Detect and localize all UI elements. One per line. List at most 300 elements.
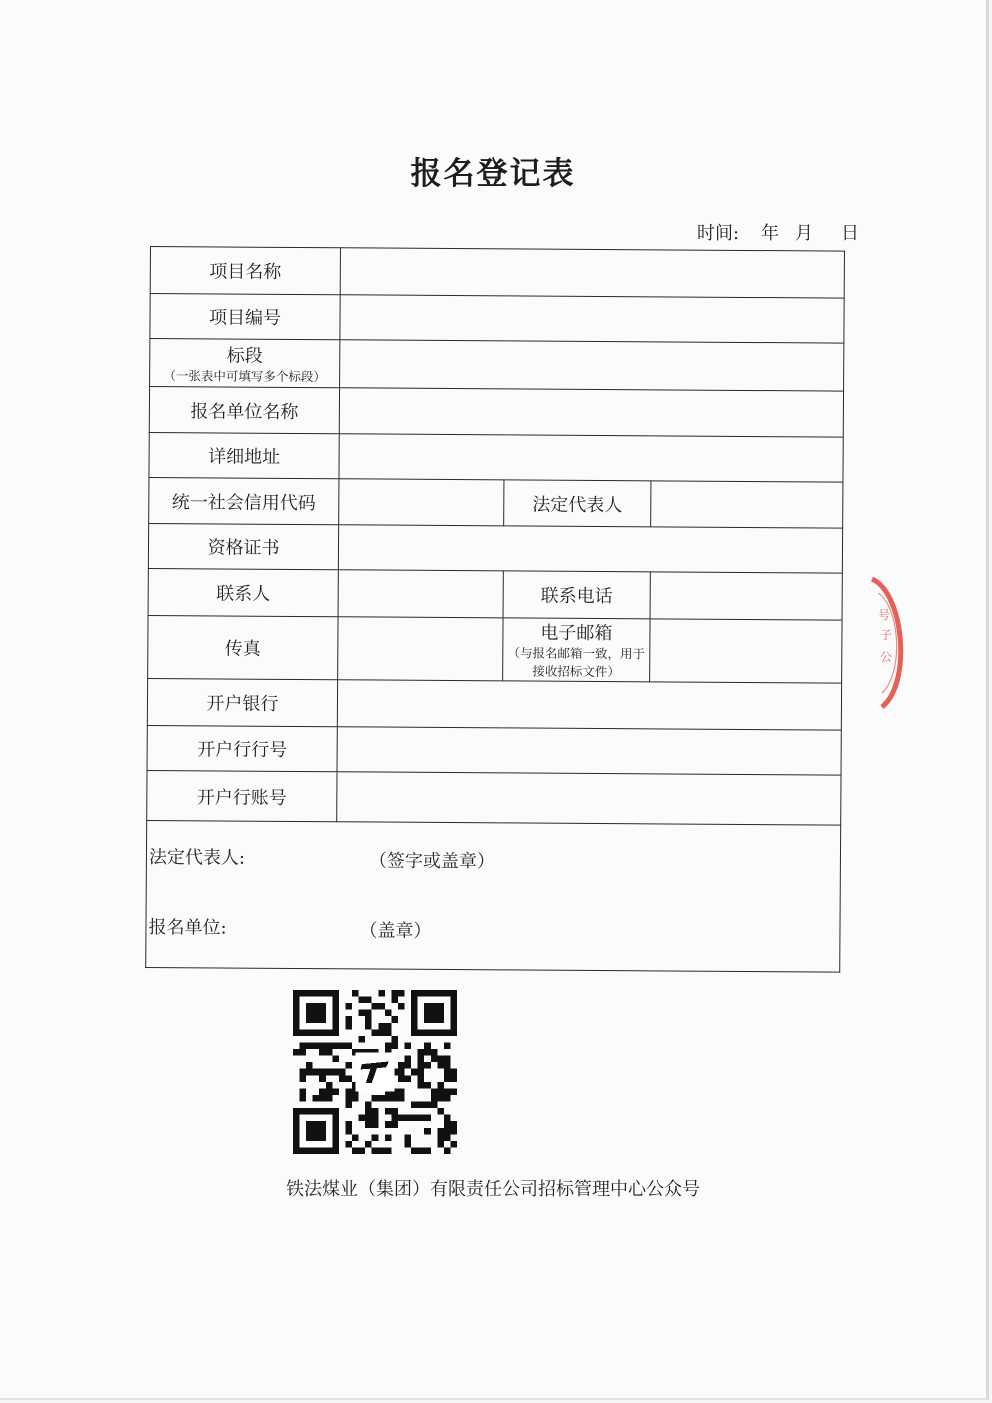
qr-module (411, 1069, 418, 1076)
qr-module (405, 1115, 412, 1122)
credit-code-field[interactable] (339, 479, 504, 526)
qr-module (345, 1088, 352, 1095)
qr-module (444, 1088, 451, 1095)
qr-module (391, 1042, 398, 1049)
qr-module (385, 1023, 392, 1030)
qr-module (418, 1049, 425, 1056)
qr-module (437, 1128, 444, 1135)
qr-module (450, 1088, 457, 1095)
qr-module (365, 1121, 372, 1128)
qr-module (332, 1141, 339, 1148)
qr-module (332, 1088, 339, 1095)
qr-module (444, 1095, 451, 1102)
email-label-cell (503, 618, 650, 682)
qr-module (365, 1102, 372, 1109)
applicant-name-label: 报名单位名称 (149, 387, 339, 434)
qr-module (450, 1023, 457, 1030)
qr-module (411, 1016, 418, 1023)
qr-module (300, 1075, 307, 1082)
qr-module (326, 1069, 333, 1076)
qr-module (411, 1147, 418, 1154)
qr-module (332, 1042, 339, 1049)
project-number-field[interactable] (340, 295, 844, 343)
qr-module (359, 1147, 366, 1154)
legal-rep-label: 法定代表人 (504, 480, 651, 527)
qr-module (398, 1003, 405, 1010)
qr-module (293, 997, 300, 1004)
date-label: 时间: (697, 223, 740, 244)
qr-module (339, 1069, 346, 1076)
qr-module (313, 990, 320, 997)
phone-label: 联系电话 (503, 571, 650, 619)
qr-module (332, 1029, 339, 1036)
qr-module (332, 1069, 339, 1076)
phone-field[interactable] (650, 572, 842, 620)
qr-module (431, 1049, 438, 1056)
qr-module (326, 1088, 333, 1095)
svg-text:号: 号 (878, 608, 891, 622)
qr-module (444, 1042, 451, 1049)
qr-module (431, 1095, 438, 1102)
table-row (148, 568, 842, 620)
qr-module (345, 1042, 352, 1049)
qr-module (300, 1042, 307, 1049)
qr-module (372, 1003, 379, 1010)
qr-module (411, 1023, 418, 1030)
qr-module (313, 1016, 320, 1023)
section-field[interactable] (340, 340, 844, 391)
qr-module (418, 1069, 425, 1076)
qr-module (391, 1036, 398, 1043)
qr-module (450, 1128, 457, 1135)
qr-module (326, 1108, 333, 1115)
qr-module (424, 990, 431, 997)
qr-module (293, 1010, 300, 1017)
contact-field[interactable] (338, 570, 503, 618)
qr-module (345, 1141, 352, 1148)
qr-module (424, 1115, 431, 1122)
qr-module (359, 1036, 366, 1043)
table-row (147, 678, 841, 730)
qr-module (450, 1075, 457, 1082)
qr-module (345, 1023, 352, 1030)
qr-module (372, 1108, 379, 1115)
qr-module (431, 1029, 438, 1036)
qr-module (300, 990, 307, 997)
qr-module (391, 1108, 398, 1115)
signature-row (146, 820, 841, 972)
qr-module (437, 1056, 444, 1063)
qr-module (431, 1010, 438, 1017)
qr-module (444, 1069, 451, 1076)
qr-module (332, 1115, 339, 1122)
qr-module (332, 1121, 339, 1128)
qr-module (326, 1095, 333, 1102)
qr-module (385, 1134, 392, 1141)
qr-module (365, 997, 372, 1004)
qr-module (444, 1075, 451, 1082)
qr-module (444, 1029, 451, 1036)
qr-module (326, 1042, 333, 1049)
qr-module (332, 1056, 339, 1063)
qualification-field[interactable] (338, 525, 842, 573)
qr-module (437, 1134, 444, 1141)
qr-module (411, 1102, 418, 1109)
qr-module (352, 1095, 359, 1102)
qr-module (306, 1010, 313, 1017)
qr-module (450, 1029, 457, 1036)
qr-module (405, 1056, 412, 1063)
qr-module (319, 1003, 326, 1010)
qr-module (398, 1075, 405, 1082)
qr-module (437, 990, 444, 997)
qr-module (372, 1134, 379, 1141)
qr-module (391, 1095, 398, 1102)
qr-module (424, 1049, 431, 1056)
section-note: （一张表中可填写多个标段） (163, 368, 326, 385)
qr-module (391, 1121, 398, 1128)
qr-module (405, 1062, 412, 1069)
qr-module (332, 990, 339, 997)
qr-module (437, 1088, 444, 1095)
qr-module (313, 1029, 320, 1036)
qr-module (293, 1115, 300, 1122)
qr-module (319, 1029, 326, 1036)
qr-module (418, 1029, 425, 1036)
qr-module (293, 1049, 300, 1056)
svg-text:公: 公 (880, 650, 893, 664)
qr-module (345, 1003, 352, 1010)
qr-module (398, 1062, 405, 1069)
fax-field[interactable] (338, 617, 503, 681)
qr-module (431, 1102, 438, 1109)
qr-module (372, 1029, 379, 1036)
qr-module (319, 1010, 326, 1017)
qr-module (293, 1003, 300, 1010)
qr-module (332, 1016, 339, 1023)
qr-module (444, 1134, 451, 1141)
qr-module (385, 1029, 392, 1036)
qr-module (444, 990, 451, 997)
bank-field[interactable] (337, 680, 841, 730)
qr-module (450, 1141, 457, 1148)
unit-sign-hint: （盖章） (359, 920, 432, 942)
email-note: （与报名邮箱一致，用于接收招标文件） (507, 645, 646, 680)
qr-module (431, 1003, 438, 1010)
qr-module (431, 1088, 438, 1095)
qr-module (319, 1069, 326, 1076)
table-row (150, 339, 844, 392)
qr-module (332, 1023, 339, 1030)
qr-module (313, 1128, 320, 1135)
qr-module (398, 1095, 405, 1102)
qr-module (306, 1042, 313, 1049)
qr-module (339, 1042, 346, 1049)
qr-module (411, 990, 418, 997)
qr-module (300, 1029, 307, 1036)
qr-module (418, 1075, 425, 1082)
qr-module (313, 1095, 320, 1102)
qr-module (306, 1029, 313, 1036)
qr-module (450, 997, 457, 1004)
qr-module (293, 1147, 300, 1154)
qr-module (411, 1003, 418, 1010)
qr-module (319, 1147, 326, 1154)
qr-module (332, 1003, 339, 1010)
qr-module (450, 1010, 457, 1017)
qr-module (306, 1134, 313, 1141)
svg-text:子: 子 (880, 628, 893, 642)
qr-module (345, 1102, 352, 1109)
qr-module (319, 1088, 326, 1095)
qr-module (372, 1147, 379, 1154)
qr-module (391, 1016, 398, 1023)
bank-code-field[interactable] (337, 727, 841, 775)
qr-module (424, 1128, 431, 1135)
fax-label: 传真 (148, 615, 338, 679)
qr-module (345, 1121, 352, 1128)
qr-module (345, 1128, 352, 1135)
qr-module (332, 1108, 339, 1115)
qr-module (424, 1102, 431, 1109)
qr-module (365, 1010, 372, 1017)
qr-module (306, 1147, 313, 1154)
qr-module (313, 1003, 320, 1010)
qr-module (431, 1016, 438, 1023)
qr-module (424, 1042, 431, 1049)
table-row (150, 294, 844, 344)
qr-module (444, 1056, 451, 1063)
qr-module (306, 1121, 313, 1128)
qr-module (398, 1088, 405, 1095)
qr-module (352, 990, 359, 997)
qr-module (365, 1108, 372, 1115)
qr-caption: 铁法煤业（集团）有限责任公司招标管理中心公众号 (286, 1179, 700, 1200)
legal-rep-sign-label: 法定代表人: (148, 847, 246, 869)
table-row (148, 615, 842, 683)
qr-module (293, 990, 300, 997)
qr-module (418, 1102, 425, 1109)
qr-module (378, 1147, 385, 1154)
qr-module (300, 1147, 307, 1154)
qr-module (306, 1062, 313, 1069)
qr-module (326, 1029, 333, 1036)
qr-module (313, 1042, 320, 1049)
qr-module (424, 1010, 431, 1017)
legal-rep-field[interactable] (651, 481, 843, 528)
qr-module (385, 1042, 392, 1049)
qr-module (300, 1049, 307, 1056)
applicant-name-field[interactable] (339, 388, 843, 437)
qr-module (313, 1108, 320, 1115)
qr-module (450, 1069, 457, 1076)
qr-module (313, 1010, 320, 1017)
table-row (149, 387, 843, 438)
qr-module (405, 1042, 412, 1049)
qr-module (437, 1082, 444, 1089)
legal-rep-sign-hint: （签字或盖章） (368, 850, 495, 873)
qr-module (385, 1121, 392, 1128)
qr-module (411, 997, 418, 1004)
qr-module (352, 1147, 359, 1154)
qr-module (339, 1075, 346, 1082)
qr-module (319, 1128, 326, 1135)
qr-module (424, 1147, 431, 1154)
qr-module (319, 990, 326, 997)
qr-module (332, 1134, 339, 1141)
qr-module (319, 1095, 326, 1102)
qr-module (306, 1069, 313, 1076)
qr-module (332, 1128, 339, 1135)
qr-module (313, 1069, 320, 1076)
qr-module (378, 1029, 385, 1036)
qr-module (319, 1016, 326, 1023)
qr-module (398, 1115, 405, 1122)
date-row (697, 219, 859, 245)
qr-module (424, 1082, 431, 1089)
qr-module (300, 1069, 307, 1076)
qr-module (345, 1095, 352, 1102)
table-row (150, 247, 844, 299)
qr-module (437, 1010, 444, 1017)
qr-module (306, 1128, 313, 1135)
qr-module (359, 997, 366, 1004)
qr-module (444, 1121, 451, 1128)
qr-module (437, 1016, 444, 1023)
bank-code-label: 开户行行号 (147, 725, 337, 771)
qr-module (418, 990, 425, 997)
qr-module (444, 1115, 451, 1122)
address-field[interactable] (339, 434, 843, 482)
qr-module (398, 1069, 405, 1076)
qr-module (444, 1062, 451, 1069)
qr-module (359, 1115, 366, 1122)
qr-module (398, 990, 405, 997)
qr-module (332, 997, 339, 1004)
qr-module (424, 1003, 431, 1010)
qr-module (345, 1016, 352, 1023)
qr-module (418, 1147, 425, 1154)
qr-module (300, 1095, 307, 1102)
qr-module (444, 1128, 451, 1135)
qr-module (378, 1095, 385, 1102)
qr-module (365, 1023, 372, 1030)
qr-module (293, 1023, 300, 1030)
project-name-label: 项目名称 (150, 247, 340, 295)
qr-module (378, 1003, 385, 1010)
qr-module (332, 1147, 339, 1154)
date-year: 年 (761, 223, 779, 244)
bank-account-field[interactable] (337, 772, 841, 825)
qr-module (385, 1010, 392, 1017)
qr-module (313, 1147, 320, 1154)
registration-form (145, 246, 848, 973)
project-name-field[interactable] (340, 248, 844, 298)
bank-label: 开户银行 (147, 678, 337, 726)
qr-module (411, 1010, 418, 1017)
table-row (148, 523, 842, 573)
address-label: 详细地址 (149, 432, 339, 478)
qr-module (372, 1121, 379, 1128)
contact-label: 联系人 (148, 568, 338, 616)
qr-module (450, 1121, 457, 1128)
qr-module (313, 1134, 320, 1141)
qr-module (319, 1108, 326, 1115)
qr-module (437, 1141, 444, 1148)
qr-module (418, 1115, 425, 1122)
qr-module (372, 1095, 379, 1102)
qr-module (300, 1108, 307, 1115)
qr-module (293, 1134, 300, 1141)
signature-area[interactable] (146, 820, 841, 972)
qr-module (411, 1115, 418, 1122)
qr-module (378, 990, 385, 997)
qr-module (424, 1062, 431, 1069)
qr-module (431, 990, 438, 997)
qr-module (319, 1121, 326, 1128)
qr-module (437, 1095, 444, 1102)
qr-module (300, 1088, 307, 1095)
qr-module (306, 990, 313, 997)
qr-module (418, 1082, 425, 1089)
section-label: 标段 (226, 345, 263, 367)
qr-module (372, 1115, 379, 1122)
qr-module (437, 1029, 444, 1036)
qr-module (450, 990, 457, 997)
email-field[interactable] (650, 619, 842, 683)
qr-module (293, 1029, 300, 1036)
qr-module (385, 1147, 392, 1154)
bank-account-label: 开户行账号 (147, 770, 337, 821)
qr-module (319, 1049, 326, 1056)
qr-module (293, 1128, 300, 1135)
qr-module (391, 1115, 398, 1122)
qr-module (418, 1056, 425, 1063)
qr-module (326, 1147, 333, 1154)
qr-module (326, 1049, 333, 1056)
qr-module (293, 1121, 300, 1128)
qr-module (437, 1108, 444, 1115)
qr-module (385, 1108, 392, 1115)
table-row (149, 477, 843, 528)
qr-module (418, 1062, 425, 1069)
qr-code[interactable] (291, 990, 459, 1154)
qr-module (332, 1010, 339, 1017)
date-day: 日 (841, 223, 859, 244)
qr-module (378, 1023, 385, 1030)
table-row (147, 725, 841, 775)
qr-module (431, 1056, 438, 1063)
qr-module (313, 1121, 320, 1128)
qr-module (437, 1062, 444, 1069)
qr-module (411, 1029, 418, 1036)
qr-module (319, 1134, 326, 1141)
qr-module (365, 1115, 372, 1122)
qr-module (306, 1108, 313, 1115)
qr-module (319, 1042, 326, 1049)
qr-module (326, 1082, 333, 1089)
qr-module (306, 1016, 313, 1023)
qr-module (391, 997, 398, 1004)
qr-module (345, 1062, 352, 1069)
qr-module (306, 1003, 313, 1010)
qr-module (293, 1141, 300, 1148)
qr-module (359, 1010, 366, 1017)
qr-module (450, 1003, 457, 1010)
email-label: 电子邮箱 (540, 622, 613, 645)
qr-module (391, 990, 398, 997)
qr-module (424, 1029, 431, 1036)
